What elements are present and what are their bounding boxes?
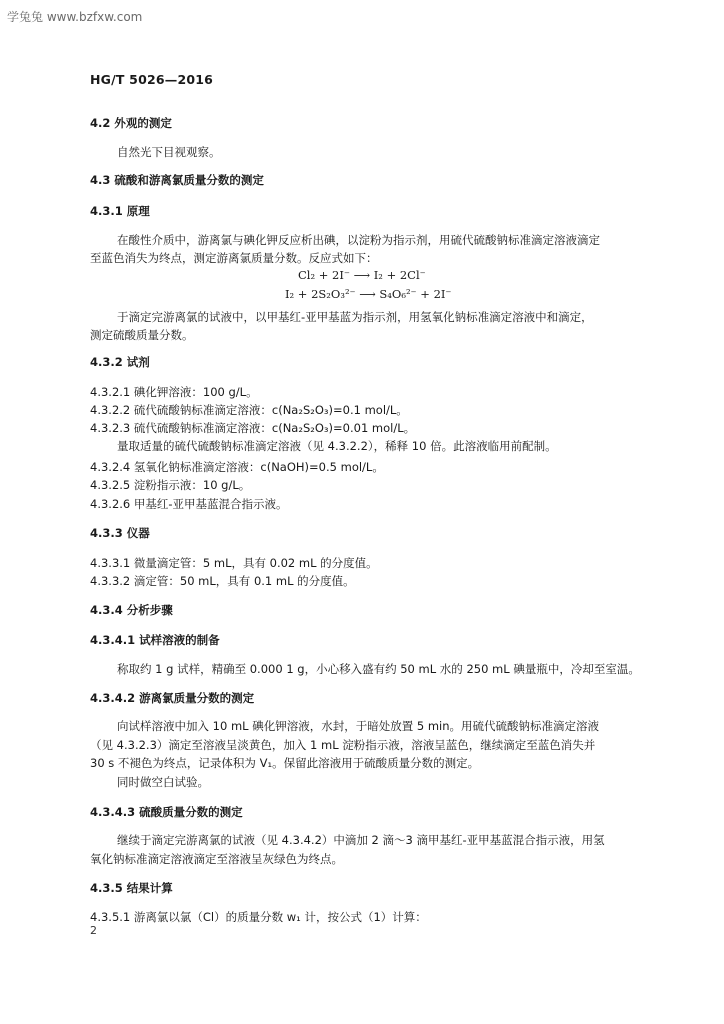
calc-item: 4.3.5.1 游离氯以氯（Cl）的质量分数 w₁ 计，按公式（1）计算： — [90, 910, 427, 924]
equation-1: Cl₂ + 2I⁻ ⟶ I₂ + 2Cl⁻ — [298, 268, 426, 282]
paragraph-line: 至蓝色消失为终点，测定游离氯质量分数。反应式如下： — [90, 251, 378, 265]
paragraph-line: 同时做空白试验。 — [117, 775, 209, 789]
paragraph-line: 向试样溶液中加入 10 mL 碘化钾溶液，水封，于暗处放置 5 min。用硫代硫酸钠标准滴定溶液 — [117, 719, 600, 733]
paragraph-line: 称取约 1 g 试样，精确至 0.000 1 g，小心移入盛有约 50 mL 水的 250 mL 碘量瓶中，冷却至室温。 — [117, 662, 640, 676]
paragraph-line: 测定硫酸质量分数。 — [90, 328, 194, 342]
paragraph-line: 氧化钠标准滴定溶液滴定至溶液呈灰绿色为终点。 — [90, 852, 343, 866]
section-4-2-title: 4.2 外观的测定 — [90, 116, 172, 130]
page-mark: 2 — [90, 924, 97, 937]
section-4-3-4-2-title: 4.3.4.2 游离氯质量分数的测定 — [90, 691, 255, 705]
reagent-item: 4.3.2.3 硫代硫酸钠标准滴定溶液：c(Na₂S₂O₃)=0.01 mol/L。 — [90, 421, 416, 435]
paragraph-line: 继续于滴定完游离氯的试液（见 4.3.4.2）中滴加 2 滴～3 滴甲基红-亚甲基蓝混合指示液，用氢 — [117, 833, 605, 847]
section-4-3-5-title: 4.3.5 结果计算 — [90, 881, 173, 895]
section-4-3-2-title: 4.3.2 试剂 — [90, 355, 150, 369]
section-4-3-4-3-title: 4.3.4.3 硫酸质量分数的测定 — [90, 805, 243, 819]
equation-2: I₂ + 2S₂O₃²⁻ ⟶ S₄O₆²⁻ + 2I⁻ — [285, 287, 452, 301]
paragraph-line: 在酸性介质中，游离氯与碘化钾反应析出碘，以淀粉为指示剂，用硫代硫酸钠标准滴定溶液滴定 — [117, 233, 600, 247]
reagent-item: 4.3.2.1 碘化钾溶液：100 g/L。 — [90, 385, 258, 399]
standard-code: HG/T 5026—2016 — [90, 72, 214, 87]
section-4-3-4-title: 4.3.4 分析步骤 — [90, 603, 173, 617]
section-4-3-3-title: 4.3.3 仪器 — [90, 526, 150, 540]
instrument-item: 4.3.3.2 滴定管：50 mL，具有 0.1 mL 的分度值。 — [90, 574, 355, 588]
reagent-item: 4.3.2.2 硫代硫酸钠标准滴定溶液：c(Na₂S₂O₃)=0.1 mol/L。 — [90, 403, 408, 417]
reagent-item: 4.3.2.6 甲基红-亚甲基蓝混合指示液。 — [90, 497, 288, 511]
section-4-3-title: 4.3 硫酸和游离氯质量分数的测定 — [90, 173, 264, 187]
watermark: 学兔兔 www.bzfxw.com — [7, 10, 143, 24]
reagent-item: 4.3.2.4 氢氧化钠标准滴定溶液：c(NaOH)=0.5 mol/L。 — [90, 460, 384, 474]
reagent-note: 量取适量的硫代硫酸钠标准滴定溶液（见 4.3.2.2），稀释 10 倍。此溶液临用前配制。 — [117, 439, 557, 453]
paragraph-line: 于滴定完游离氯的试液中，以甲基红-亚甲基蓝为指示剂，用氢氧化钠标准滴定溶液中和滴定， — [117, 310, 593, 324]
instrument-item: 4.3.3.1 微量滴定管：5 mL，具有 0.02 mL 的分度值。 — [90, 556, 378, 570]
paragraph-line: （见 4.3.2.3）滴定至溶液呈淡黄色，加入 1 mL 淀粉指示液，溶液呈蓝色，继续滴定至蓝色消失并 — [90, 738, 596, 752]
section-4-3-4-1-title: 4.3.4.1 试样溶液的制备 — [90, 633, 220, 647]
section-4-3-1-title: 4.3.1 原理 — [90, 204, 150, 218]
reagent-item: 4.3.2.5 淀粉指示液：10 g/L。 — [90, 478, 251, 492]
paragraph-line: 30 s 不褪色为终点，记录体积为 V₁。保留此溶液用于硫酸质量分数的测定。 — [90, 756, 480, 770]
section-4-2-text: 自然光下目视观察。 — [117, 145, 221, 159]
